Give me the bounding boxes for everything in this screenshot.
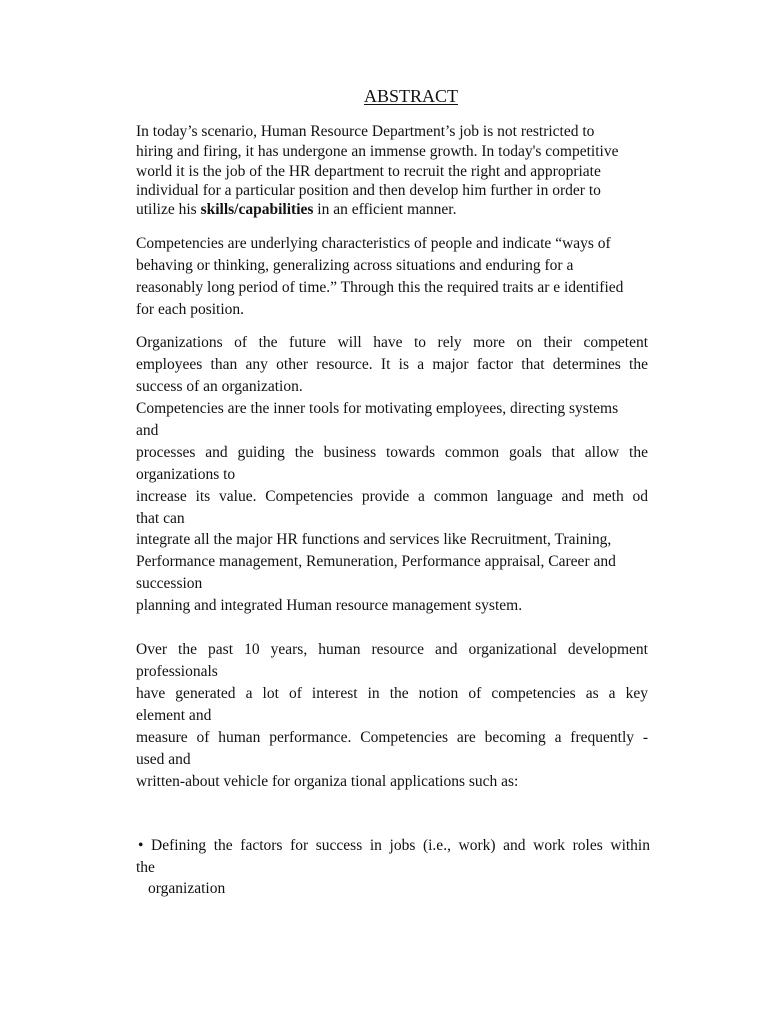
bullet-item-line-3: organization <box>148 880 226 897</box>
paragraph-4-line-2: professionals <box>136 663 218 680</box>
paragraph-3-line-12: succession <box>136 575 203 592</box>
skills-capabilities-bold: skills/capabilities <box>200 201 314 218</box>
page-title: ABSTRACT <box>363 86 459 106</box>
paragraph-3-line-1: Organizations of the future will have to rely more on their competent <box>136 334 648 351</box>
paragraph-1-line-5-end: in an efficient manner. <box>313 201 457 218</box>
paragraph-1-line-1: In today’s scenario, Human Resource Department’s job is not restricted to <box>136 123 595 140</box>
paragraph-1-line-2: hiring and firing, it has undergone an immense growth. In today's competitive <box>136 143 619 160</box>
paragraph-3-line-5: and <box>136 422 159 439</box>
bullet-item-line-1: • Defining the factors for success in jobs (i.e., work) and work roles within <box>138 837 650 854</box>
bullet-item-line-2: the <box>136 859 155 876</box>
paragraph-2-line-2: behaving or thinking, generalizing across situations and enduring for a <box>136 257 574 274</box>
paragraph-3-line-7: organizations to <box>136 466 236 483</box>
paragraph-1-line-3: world it is the job of the HR department to recruit the right and appropriate <box>136 163 601 180</box>
paragraph-4-line-3: have generated a lot of interest in the notion of competencies as a key <box>136 685 648 702</box>
paragraph-3-line-6: processes and guiding the business towards common goals that allow the <box>136 444 648 461</box>
paragraph-1-line-4: individual for a particular position and then develop him further in order to <box>136 182 601 199</box>
paragraph-4-line-5: measure of human performance. Competencies are becoming a frequently - <box>136 729 648 746</box>
paragraph-4-line-1: Over the past 10 years, human resource and organizational development <box>136 641 648 658</box>
paragraph-4-line-7: written-about vehicle for organiza tional applications such as: <box>136 773 519 790</box>
paragraph-2-line-1: Competencies are underlying characteristics of people and indicate “ways of <box>136 235 611 252</box>
paragraph-3-line-4: Competencies are the inner tools for motivating employees, directing systems <box>136 400 619 417</box>
paragraph-3-line-8: increase its value. Competencies provide a common language and meth od <box>136 488 648 505</box>
paragraph-2-line-4: for each position. <box>136 301 245 318</box>
paragraph-2-line-3: reasonably long period of time.” Through this the required traits ar e identified <box>136 279 624 296</box>
paragraph-3-line-11: Performance management, Remuneration, Performance appraisal, Career and <box>136 553 616 570</box>
paragraph-3-line-10: integrate all the major HR functions and services like Recruitment, Training, <box>136 531 612 548</box>
paragraph-3-line-3: success of an organization. <box>136 378 303 395</box>
paragraph-1-line-5-start: utilize his <box>136 201 201 218</box>
paragraph-4-line-4: element and <box>136 707 212 724</box>
paragraph-4-line-6: used and <box>136 751 191 768</box>
paragraph-1-line-5 <box>136 202 456 218</box>
paragraph-3-line-13: planning and integrated Human resource management system. <box>136 597 523 614</box>
paragraph-3-line-9: that can <box>136 510 185 527</box>
paragraph-3-line-2: employees than any other resource. It is a major factor that determines the <box>136 356 648 373</box>
